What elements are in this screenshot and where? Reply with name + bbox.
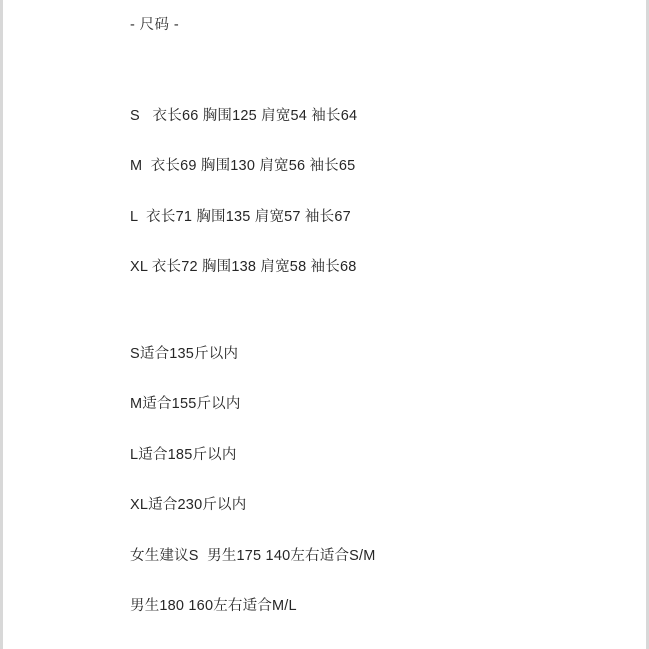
weight-guide [130, 347, 600, 513]
advice-line-1: 女生建议S 男生175 140左右适合S/M [130, 547, 376, 564]
fit-advice [130, 549, 600, 614]
size-row-l: L 衣长71 胸围135 肩宽57 袖长67 [130, 208, 351, 225]
size-row-xl: XL 衣长72 胸围138 肩宽58 袖长68 [130, 259, 357, 275]
left-edge-divider [0, 0, 3, 649]
size-row-m: M 衣长69 胸围130 肩宽56 袖长65 [130, 158, 356, 174]
weight-row-xl: XL适合230斤以内 [130, 497, 247, 513]
page-title: - 尺码 - [130, 17, 180, 33]
weight-row-l: L适合185斤以内 [130, 446, 237, 463]
advice-line-2: 男生180 160左右适合M/L [130, 598, 297, 614]
size-table [130, 109, 600, 275]
weight-row-s: S适合135斤以内 [130, 345, 239, 362]
weight-row-m: M适合155斤以内 [130, 396, 241, 412]
size-row-s: S 衣长66 胸围125 肩宽54 袖长64 [130, 107, 358, 124]
content-column [130, 0, 600, 614]
